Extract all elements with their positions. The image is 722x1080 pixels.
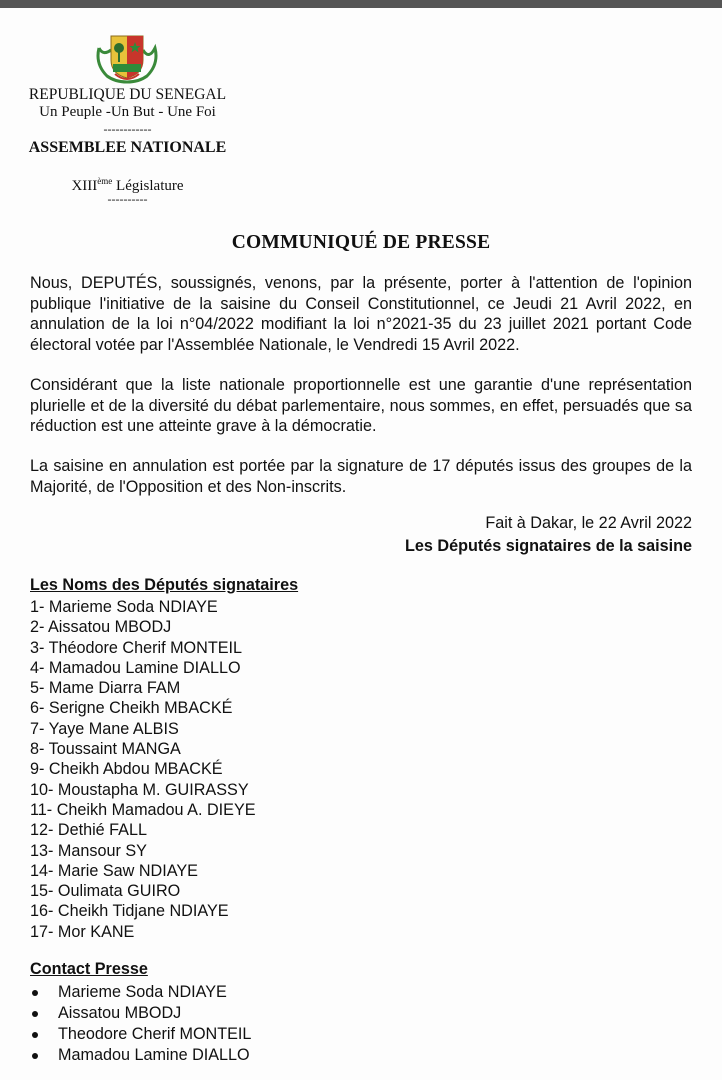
paragraph-1: Nous, DEPUTÉS, soussignés, venons, par la présente, porter à l'attention de l'opinion publique l'initiative de la saisine du Conseil Constitutionnel, ce Jeudi 21 Avril 2022, en annulation de la loi n°04/2022 modifiant la loi n°2021-35 du 23 juillet 2021 portant Code électoral votée par l'Assemblée Nationale, le Vendredi 15 Avril 2022. <box>30 274 692 354</box>
paragraph-3: La saisine en annulation est portée par la signature de 17 députés issus des groupes de la Majorité, de l'Opposition et des Non-inscrits. <box>30 457 692 496</box>
names-heading: Les Noms des Députés signataires <box>30 576 299 594</box>
list-item: 14- Marie Saw NDIAYE <box>30 861 198 880</box>
list-item: 6- Serigne Cheikh MBACKÉ <box>30 699 233 718</box>
list-item: 13- Mansour SY <box>30 841 147 860</box>
legislature-number: XIII <box>71 178 98 194</box>
list-item: 12- Dethié FALL <box>30 821 147 840</box>
list-item: Marieme Soda NDIAYE <box>30 982 251 1003</box>
contact-heading: Contact Presse <box>30 960 148 978</box>
list-item: Aissatou MBODJ <box>30 1003 251 1024</box>
list-item: 4- Mamadou Lamine DIALLO <box>30 658 241 677</box>
list-item: 10- Moustapha M. GUIRASSY <box>30 780 249 799</box>
assembly-name: ASSEMBLEE NATIONALE <box>28 139 227 156</box>
senegal-coat-of-arms-icon <box>93 30 161 84</box>
list-item: 3- Théodore Cherif MONTEIL <box>30 638 243 657</box>
list-item: 15- Oulimata GUIRO <box>30 882 181 901</box>
top-bar <box>0 0 722 8</box>
list-item: Theodore Cherif MONTEIL <box>30 1024 251 1045</box>
contact-list <box>30 982 251 1066</box>
list-item: 7- Yaye Mane ALBIS <box>30 719 179 738</box>
national-motto: Un Peuple -Un But - Une Foi <box>39 104 216 120</box>
list-item: Mamadou Lamine DIALLO <box>30 1045 251 1066</box>
list-item: 5- Mame Diarra FAM <box>30 679 181 698</box>
list-item: 9- Cheikh Abdou MBACKÉ <box>30 760 223 779</box>
list-item: 8- Toussaint MANGA <box>30 740 181 759</box>
paragraph-2: Considérant que la liste nationale proportionnelle est une garantie d'une représentation plurielle et de la diversité du débat parlementaire, nous sommes, en effet, persuadés que sa réduction est une atteinte grave à la démocratie. <box>30 376 692 435</box>
list-item: 2- Aissatou MBODJ <box>30 618 172 637</box>
list-item: 16- Cheikh Tidjane NDIAYE <box>30 902 229 921</box>
list-item: 11- Cheikh Mamadou A. DIEYE <box>30 800 256 819</box>
separator: ---------- <box>107 192 148 206</box>
names-list <box>30 597 256 942</box>
republic-name: REPUBLIQUE DU SENEGAL <box>28 86 227 103</box>
separator: ------------ <box>103 122 152 136</box>
list-item: 17- Mor KANE <box>30 922 135 941</box>
legislature-suffix: ème <box>97 176 113 186</box>
place-date: Fait à Dakar, le 22 Avril 2022 <box>485 514 692 532</box>
document-title: COMMUNIQUÉ DE PRESSE <box>231 232 491 253</box>
legislature-word: Législature <box>116 178 184 194</box>
list-item: 1- Marieme Soda NDIAYE <box>30 598 218 616</box>
signatories-label: Les Députés signataires de la saisine <box>404 537 692 555</box>
